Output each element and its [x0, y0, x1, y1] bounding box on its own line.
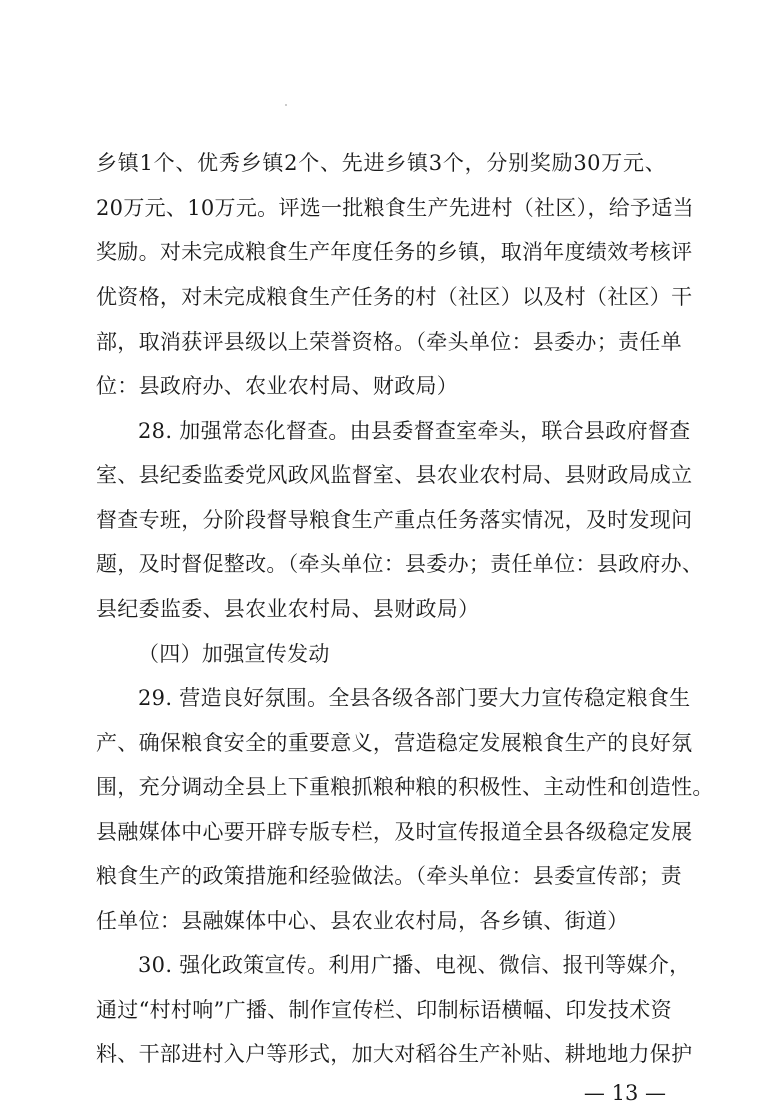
text-line: 题，及时督促整改。（牵头单位：县委办；责任单位：县政府办、 [96, 552, 704, 576]
text-line: 奖励。对未完成粮食生产年度任务的乡镇，取消年度绩效考核评 [96, 240, 693, 264]
page-number: — 13 — [583, 1081, 666, 1105]
text-line: 优资格，对未完成粮食生产任务的村（社区）以及村（社区）干 [96, 285, 693, 309]
section-heading: （四）加强宣传发动 [138, 642, 330, 666]
text-line: 围，充分调动全县上下重粮抓粮种粮的积极性、主动性和创造性。 [96, 775, 714, 799]
text-line: 粮食生产的政策措施和经验做法。（牵头单位：县委宣传部；责 [96, 864, 682, 888]
paragraph-28-first-line: 28. 加强常态化督查。由县委督查室牵头，联合县政府督查 [138, 419, 691, 443]
text-line: 乡镇1个、优秀乡镇2个、先进乡镇3个，分别奖励30万元、 [96, 151, 666, 175]
text-line: 位：县政府办、农业农村局、财政局） [96, 374, 459, 398]
text-line: 督查专班，分阶段督导粮食生产重点任务落实情况，及时发现问 [96, 508, 693, 532]
text-line: 部，取消获评县级以上荣誉资格。（牵头单位：县委办；责任单 [96, 330, 682, 354]
text-line: 通过“村村响”广播、制作宣传栏、印制标语横幅、印发技术资 [96, 998, 672, 1022]
scan-speck [285, 104, 287, 106]
text-line: 县融媒体中心要开辟专版专栏，及时宣传报道全县各级稳定发展 [96, 820, 693, 844]
text-line: 料、干部进村入户等形式，加大对稻谷生产补贴、耕地地力保护 [96, 1042, 693, 1066]
text-line: 20万元、10万元。评选一批粮食生产先进村（社区），给予适当 [96, 196, 694, 220]
text-line: 任单位：县融媒体中心、县农业农村局，各乡镇、街道） [96, 909, 629, 933]
paragraph-29-first-line: 29. 营造良好氛围。全县各级各部门要大力宣传稳定粮食生 [138, 686, 691, 710]
paragraph-30-first-line: 30. 强化政策宣传。利用广播、电视、微信、报刊等媒介， [138, 953, 691, 977]
text-line: 产、确保粮食安全的重要意义，营造稳定发展粮食生产的良好氛 [96, 731, 693, 755]
text-line: 县纪委监委、县农业农村局、县财政局） [96, 597, 480, 621]
text-line: 室、县纪委监委党风政风监督室、县农业农村局、县财政局成立 [96, 463, 693, 487]
